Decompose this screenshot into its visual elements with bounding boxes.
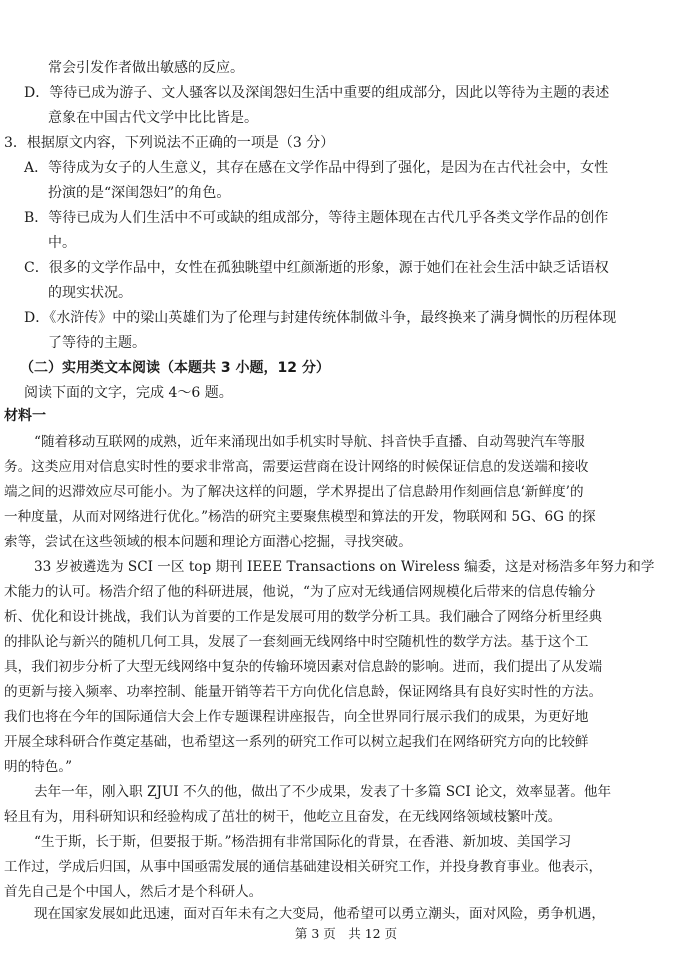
body-line: 明的特色。” xyxy=(4,759,73,775)
body-line: 的更新与接入频率、功率控制、能量开销等若干方向优化信息龄，保证网络具有良好实时性的方法。 xyxy=(4,684,603,700)
option-c: C．很多的文学作品中，女性在孤独眺望中红颜渐逝的形象，源于她们在社会生活中缺乏话语权 xyxy=(24,260,609,276)
body-line: 析、优化和设计挑战，我们认为首要的工作是发展可用的数学分析工具。我们融合了网络分析里经典 xyxy=(4,609,603,625)
text-line: 意象在中国古代文学中比比皆是。 xyxy=(48,110,258,126)
option-d: D．等待已成为游子、文人骚客以及深闺怨妇生活中重要的组成部分，因此以等待为主题的表述 xyxy=(24,85,610,101)
option-d: D．《水浒传》中的梁山英雄们为了伦理与封建传统体制做斗争，最终换来了满身惆怅的历程体现 xyxy=(24,310,617,326)
text-line: 常会引发作者做出敏感的反应。 xyxy=(48,60,244,76)
option-b: B．等待已成为人们生活中不可或缺的组成部分，等待主题体现在古代几乎各类文学作品的创作 xyxy=(24,210,609,226)
question-3: 3．根据原文内容，下列说法不正确的一项是（3 分） xyxy=(4,135,335,151)
text-line: 扮演的是“深闺怨妇”的角色。 xyxy=(48,185,231,201)
option-a: A．等待成为女子的人生意义，其存在感在文学作品中得到了强化，是因为在古代社会中，女性 xyxy=(24,160,609,176)
body-line: 索等，尝试在这些领域的根本问题和理论方面潜心挖掘，寻找突破。 xyxy=(4,534,412,550)
body-line: 术能力的认可。杨浩介绍了他的科研进展，他说，“为了应对无线通信网规模化后带来的信息传输分 xyxy=(4,584,596,600)
text-line: 的现实状况。 xyxy=(48,285,132,301)
body-line: 一种度量，从而对网络进行优化。”杨浩的研究主要聚焦模型和算法的开发，物联网和 5G、6G 的探 xyxy=(4,509,596,525)
body-line: 我们也将在今年的国际通信大会上作专题课程讲座报告，向全世界同行展示我们的成果，为更好地 xyxy=(4,709,589,725)
page-footer: 第 3 页 共 12 页 xyxy=(294,926,398,941)
section-heading: （二）实用类文本阅读（本题共 3 小题，12 分） xyxy=(20,360,330,376)
text-line: 中。 xyxy=(48,235,76,251)
body-line: 务。这类应用对信息实时性的要求非常高，需要运营商在设计网络的时候保证信息的发送端和接收 xyxy=(4,459,589,475)
body-line: 首先自己是个中国人，然后才是个科研人。 xyxy=(4,884,263,900)
body-line: “随着移动互联网的成熟，近年来涌现出如手机实时导航、抖音快手直播、自动驾驶汽车等服 xyxy=(34,434,585,450)
material-title: 材料一 xyxy=(4,408,46,424)
body-line: 具，我们初步分析了大型无线网络中复杂的传输环境因素对信息龄的影响。进而，我们提出了从发端 xyxy=(4,659,603,675)
body-line: 33 岁被遴选为 SCI 一区 top 期刊 IEEE Transactions on Wireless 编委，这是对杨浩多年努力和学 xyxy=(34,559,655,575)
body-line: 轻且有为，用科研知识和经验构成了茁壮的树干，他屹立且奋发，在无线网络领域枝繁叶茂。 xyxy=(4,809,562,825)
body-line: 去年一年，刚入职 ZJUI 不久的他，做出了不少成果，发表了十多篇 SCI 论文，效率显著。他年 xyxy=(34,784,612,800)
body-line: 现在国家发展如此迅速，面对百年未有之大变局，他希望可以勇立潮头，面对风险，勇争机遇， xyxy=(34,906,605,922)
body-line: “生于斯，长于斯，但要报于斯。”杨浩拥有非常国际化的背景，在香港、新加坡、美国学习 xyxy=(34,834,572,850)
instruction: 阅读下面的文字，完成 4～6 题。 xyxy=(24,385,233,401)
body-line: 的排队论与新兴的随机几何工具，发展了一套刻画无线网络中时空随机性的数学方法。基于这个工 xyxy=(4,634,589,650)
body-line: 端之间的迟滞效应尽可能小。为了解决这样的问题，学术界提出了信息龄用作刻画信息‘新鲜度’的 xyxy=(4,484,584,500)
body-line: 开展全球科研合作奠定基础，也希望这一系列的研究工作可以树立起我们在网络研究方向的比较鲜 xyxy=(4,734,589,750)
text-line: 了等待的主题。 xyxy=(48,335,146,351)
body-line: 工作过，学成后归国，从事中国亟需发展的通信基础建设相关研究工作，并投身教育事业。他表示， xyxy=(4,859,603,875)
